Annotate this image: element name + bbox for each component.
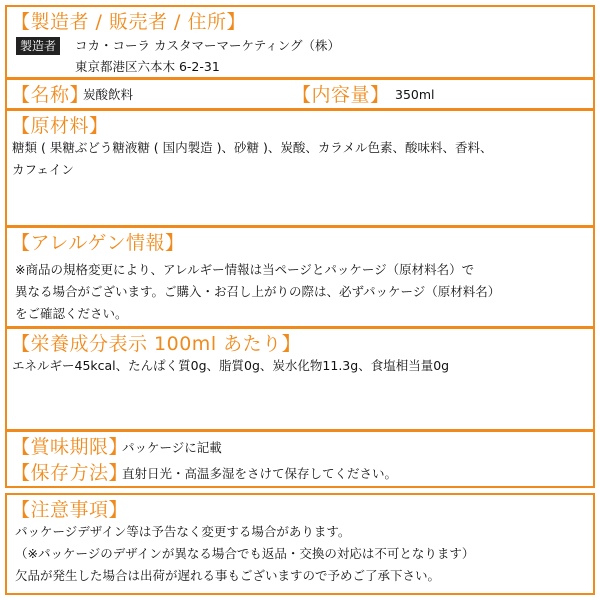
allergy-heading: 【アレルゲン情報】 <box>11 232 185 254</box>
name-value: 炭酸飲料 <box>83 87 134 102</box>
nutrition-heading: 【栄養成分表示 100ml あたり】 <box>11 333 302 355</box>
expiry-heading: 【賞味期限】 <box>11 436 129 458</box>
manufacturer-heading: 【製造者 / 販売者 / 住所】 <box>11 11 246 33</box>
allergy-line-1: ※商品の規格変更により、アレルギー情報は当ページとパッケージ（原材料名）で <box>15 262 475 277</box>
volume-heading: 【内容量】 <box>292 84 390 106</box>
manufacturer-company: コカ・コーラ カスタマーマーケティング（株） <box>75 38 340 53</box>
volume-value: 350ml <box>395 87 435 102</box>
notes-heading: 【注意事項】 <box>11 499 129 521</box>
manufacturer-section <box>5 5 595 79</box>
ingredients-section <box>5 109 595 227</box>
ingredients-line-2: カフェイン <box>12 162 74 177</box>
nutrition-line: エネルギー45kcal、たんぱく質0g、脂質0g、炭水化物11.3g、食塩相当量0g <box>12 358 450 373</box>
name-heading: 【名称】 <box>11 84 90 106</box>
notes-section <box>5 493 595 595</box>
expiry-value: パッケージに記載 <box>122 440 222 455</box>
ingredients-line-1: 糖類 ( 果糖ぶどう糖液糖 ( 国内製造 )、砂糖 )、炭酸、カラメル色素、酸味料、香料、 <box>12 140 493 155</box>
allergy-line-2: 異なる場合がございます。ご購入・お召し上がりの際は、必ずパッケージ（原材料名） <box>15 284 501 299</box>
storage-heading: 【保存方法】 <box>11 462 129 484</box>
manufacturer-badge: 製造者 <box>16 37 60 55</box>
allergy-line-3: をご確認ください。 <box>15 306 128 321</box>
notes-line-2: （※パッケージのデザインが異なる場合でも返品・交換の対応は不可となります） <box>15 546 475 561</box>
notes-line-1: パッケージデザイン等は予告なく変更する場合があります。 <box>15 524 351 539</box>
nutrition-section <box>5 327 595 431</box>
manufacturer-address: 東京都港区六本木 6-2-31 <box>75 59 220 74</box>
expiry-storage-section <box>5 430 595 488</box>
notes-line-3: 欠品が発生した場合は出荷が遅れる事もございますので予めご了承下さい。 <box>15 568 441 583</box>
storage-value: 直射日光・高温多湿をさけて保存してください。 <box>122 466 398 481</box>
name-section <box>5 78 595 110</box>
allergy-section <box>5 226 595 328</box>
ingredients-heading: 【原材料】 <box>11 115 109 137</box>
